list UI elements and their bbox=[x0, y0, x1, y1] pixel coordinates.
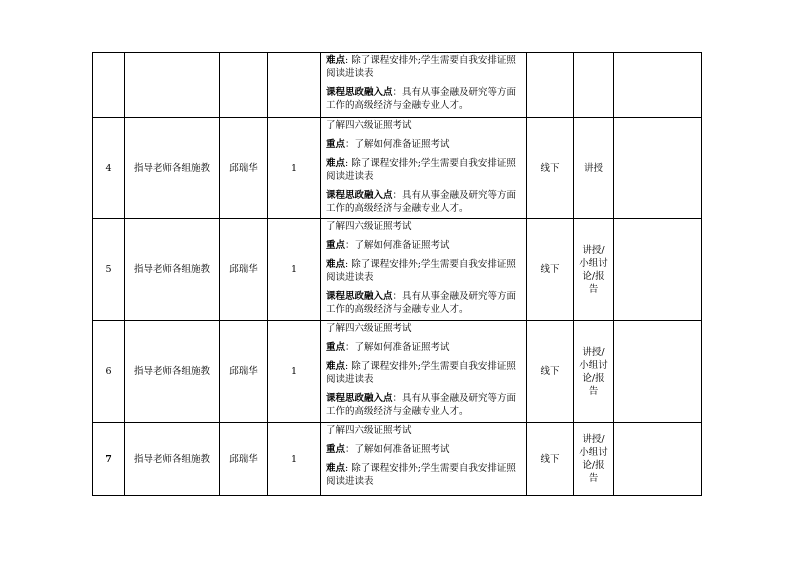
ideology-label: 课程思政融入点 bbox=[326, 87, 393, 98]
no-cell bbox=[93, 53, 125, 118]
difficulty-text: : 除了课程安排外;学生需要自我安排证照阅读进读表 bbox=[326, 55, 516, 79]
method-cell bbox=[574, 118, 614, 219]
ideology-label: 课程思政融入点 bbox=[326, 291, 393, 302]
task-cell: 指导老师各组施教 bbox=[125, 118, 220, 219]
task-cell: 指导老师各组施教 bbox=[125, 423, 220, 496]
table-row bbox=[93, 219, 702, 321]
method-cell bbox=[574, 53, 614, 118]
content-cell bbox=[321, 219, 527, 321]
method-line: 告 bbox=[588, 473, 599, 484]
difficulty-label: 难点 bbox=[326, 463, 346, 474]
method-line: 讲授 bbox=[583, 162, 603, 174]
teacher-cell: 邱瑞华 bbox=[220, 321, 268, 423]
key-label: 重点 bbox=[326, 139, 346, 150]
hours-cell: 1 bbox=[268, 219, 321, 321]
method-line: 论/报 bbox=[582, 460, 605, 471]
key-label: 重点 bbox=[326, 342, 346, 353]
difficulty-text: : 除了课程安排外;学生需要自我安排证照阅读进读表 bbox=[326, 158, 516, 182]
delivery-cell: 线下 bbox=[527, 321, 574, 423]
difficulty-label: 难点 bbox=[326, 361, 346, 372]
method-line: 小组讨 bbox=[579, 447, 608, 458]
no-cell: 6 bbox=[93, 321, 125, 423]
key-text: ：了解如何准备证照考试 bbox=[345, 342, 450, 353]
hours-cell: 1 bbox=[268, 118, 321, 219]
method-line: 讲授/ bbox=[582, 244, 605, 256]
notes-cell bbox=[614, 321, 702, 423]
table-row bbox=[93, 321, 702, 423]
ideology-label: 课程思政融入点 bbox=[326, 190, 393, 201]
difficulty-text: : 除了课程安排外;学生需要自我安排证照阅读进读表 bbox=[326, 463, 516, 487]
key-text: ：了解如何准备证照考试 bbox=[345, 240, 450, 251]
teacher-cell: 邱瑞华 bbox=[220, 219, 268, 321]
topic-text: 了解四六级证照考试 bbox=[326, 221, 412, 232]
method-line: 讲授/ bbox=[582, 346, 605, 358]
method-line: 告 bbox=[588, 283, 599, 295]
content-cell bbox=[321, 321, 527, 423]
method-line: 论/报 bbox=[582, 270, 605, 282]
hours-cell bbox=[268, 53, 321, 118]
notes-cell bbox=[614, 219, 702, 321]
key-text: ：了解如何准备证照考试 bbox=[345, 139, 450, 150]
no-cell: 7 bbox=[93, 423, 125, 496]
no-cell: 5 bbox=[93, 219, 125, 321]
method-line: 讲授/ bbox=[582, 434, 605, 445]
method-line: 小组讨 bbox=[579, 359, 608, 371]
content-cell bbox=[321, 53, 527, 118]
task-cell bbox=[125, 53, 220, 118]
ideology-text: ：具有从事金融及研究等方面工作的高级经济与金融专业人才。 bbox=[326, 190, 517, 214]
delivery-cell bbox=[527, 53, 574, 118]
method-cell bbox=[574, 321, 614, 423]
method-line: 告 bbox=[588, 385, 599, 397]
ideology-text: ：具有从事金融及研究等方面工作的高级经济与金融专业人才。 bbox=[326, 393, 517, 417]
difficulty-label: 难点 bbox=[326, 259, 346, 270]
table-row bbox=[93, 423, 702, 496]
table-row bbox=[93, 53, 702, 118]
ideology-text: ：具有从事金融及研究等方面工作的高级经济与金融专业人才。 bbox=[326, 87, 517, 111]
topic-text: 了解四六级证照考试 bbox=[326, 425, 412, 436]
difficulty-text: : 除了课程安排外;学生需要自我安排证照阅读进读表 bbox=[326, 361, 516, 385]
method-line: 小组讨 bbox=[579, 257, 608, 269]
notes-cell bbox=[614, 53, 702, 118]
ideology-label: 课程思政融入点 bbox=[326, 393, 393, 404]
content-cell bbox=[321, 423, 527, 496]
key-text: ：了解如何准备证照考试 bbox=[345, 444, 450, 455]
difficulty-label: 难点 bbox=[326, 55, 346, 66]
delivery-cell: 线下 bbox=[527, 219, 574, 321]
topic-text: 了解四六级证照考试 bbox=[326, 323, 412, 334]
delivery-cell: 线下 bbox=[527, 423, 574, 496]
difficulty-label: 难点 bbox=[326, 158, 346, 169]
method-cell bbox=[574, 423, 614, 496]
schedule-table bbox=[92, 52, 702, 496]
key-label: 重点 bbox=[326, 444, 346, 455]
notes-cell bbox=[614, 118, 702, 219]
notes-cell bbox=[614, 423, 702, 496]
content-cell bbox=[321, 118, 527, 219]
difficulty-text: : 除了课程安排外;学生需要自我安排证照阅读进读表 bbox=[326, 259, 516, 283]
delivery-cell: 线下 bbox=[527, 118, 574, 219]
ideology-text: ：具有从事金融及研究等方面工作的高级经济与金融专业人才。 bbox=[326, 291, 517, 315]
hours-cell: 1 bbox=[268, 321, 321, 423]
task-cell: 指导老师各组施教 bbox=[125, 219, 220, 321]
key-label: 重点 bbox=[326, 240, 346, 251]
hours-cell: 1 bbox=[268, 423, 321, 496]
method-cell bbox=[574, 219, 614, 321]
teacher-cell: 邱瑞华 bbox=[220, 118, 268, 219]
topic-text: 了解四六级证照考试 bbox=[326, 120, 412, 131]
no-cell: 4 bbox=[93, 118, 125, 219]
task-cell: 指导老师各组施教 bbox=[125, 321, 220, 423]
teacher-cell bbox=[220, 53, 268, 118]
teacher-cell: 邱瑞华 bbox=[220, 423, 268, 496]
table-row bbox=[93, 118, 702, 219]
method-line: 论/报 bbox=[582, 372, 605, 384]
